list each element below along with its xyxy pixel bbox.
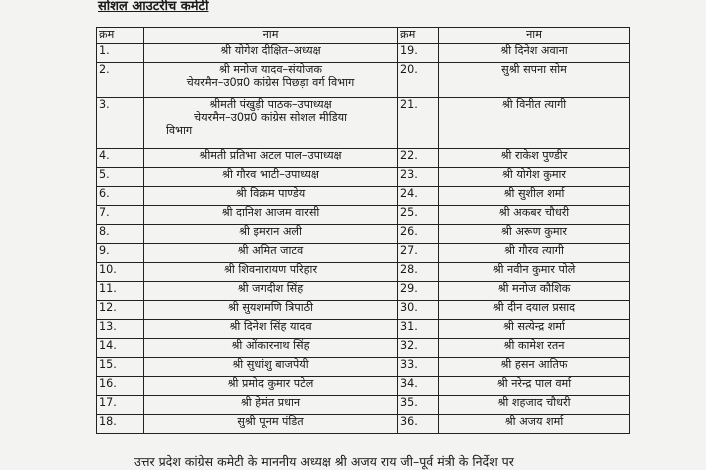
member-name-left: सुश्री पूनम पंडित xyxy=(144,415,398,434)
member-name-left: श्रीमती पंखुड़ी पाठक–उपाध्यक्ष चेयरमैन–उ0प्र0 कांग्रेस सोशल मीडिया विभाग xyxy=(144,98,398,149)
serial-left: 15. xyxy=(97,358,144,377)
member-table xyxy=(96,27,630,434)
serial-right: 20. xyxy=(398,63,439,98)
header-sn-right: क्रम xyxy=(398,28,439,44)
member-name-right: श्री शहजाद चौधरी xyxy=(439,396,630,415)
member-name-right: श्री विनीत त्यागी xyxy=(439,98,630,149)
serial-left: 16. xyxy=(97,377,144,396)
serial-left: 2. xyxy=(97,63,144,98)
serial-right: 34. xyxy=(398,377,439,396)
member-name-left: श्री प्रमोद कुमार पटेल xyxy=(144,377,398,396)
table-row xyxy=(97,187,630,206)
member-name-right: श्री दीन दयाल प्रसाद xyxy=(439,301,630,320)
committee-heading: सोशल आउटरीच कमेटी xyxy=(98,0,209,14)
serial-right: 33. xyxy=(398,358,439,377)
serial-left: 11. xyxy=(97,282,144,301)
table-header-row xyxy=(97,28,630,44)
member-name-left: श्री दिनेश सिंह यादव xyxy=(144,320,398,339)
serial-right: 30. xyxy=(398,301,439,320)
member-name-left: श्री ओंकारनाथ सिंह xyxy=(144,339,398,358)
member-name-left: श्री इमरान अली xyxy=(144,225,398,244)
serial-right: 35. xyxy=(398,396,439,415)
serial-left: 1. xyxy=(97,44,144,63)
member-name-right: श्री सुशील शर्मा xyxy=(439,187,630,206)
serial-left: 13. xyxy=(97,320,144,339)
header-name-right: नाम xyxy=(439,28,630,44)
member-name-right: श्री नरेन्द्र पाल वर्मा xyxy=(439,377,630,396)
member-name-right: श्री हसन आतिफ xyxy=(439,358,630,377)
member-name-right: श्री दिनेश अवाना xyxy=(439,44,630,63)
member-name-left: श्री दानिश आजम वारसी xyxy=(144,206,398,225)
member-name-left: श्री जगदीश सिंह xyxy=(144,282,398,301)
member-name-left: श्री योगेश दीक्षित–अध्यक्ष xyxy=(144,44,398,63)
member-name-right: श्री अकबर चौधरी xyxy=(439,206,630,225)
serial-left: 14. xyxy=(97,339,144,358)
serial-left: 9. xyxy=(97,244,144,263)
serial-left: 3. xyxy=(97,98,144,149)
header-name-left: नाम xyxy=(144,28,398,44)
table-row xyxy=(97,98,630,149)
serial-right: 27. xyxy=(398,244,439,263)
member-name-left: श्रीमती प्रतिभा अटल पाल–उपाध्यक्ष xyxy=(144,149,398,168)
member-name-left: श्री मनोज यादव–संयोजक चेयरमैन–उ0प्र0 कांग्रेस पिछड़ा वर्ग विभाग xyxy=(144,63,398,98)
serial-left: 17. xyxy=(97,396,144,415)
serial-right: 21. xyxy=(398,98,439,149)
table-row xyxy=(97,44,630,63)
serial-left: 18. xyxy=(97,415,144,434)
member-name-right: श्री मनोज कौशिक xyxy=(439,282,630,301)
member-name-left: श्री हेमंत प्रधान xyxy=(144,396,398,415)
member-name-left: श्री सुयशमणि त्रिपाठी xyxy=(144,301,398,320)
member-name-left: श्री शिवनारायण परिहार xyxy=(144,263,398,282)
serial-left: 10. xyxy=(97,263,144,282)
table-row xyxy=(97,339,630,358)
serial-right: 22. xyxy=(398,149,439,168)
table-row xyxy=(97,396,630,415)
table-row xyxy=(97,358,630,377)
serial-left: 4. xyxy=(97,149,144,168)
header-sn-left: क्रम xyxy=(97,28,144,44)
member-name-right: श्री अरूण कुमार xyxy=(439,225,630,244)
table-row xyxy=(97,282,630,301)
table-row xyxy=(97,377,630,396)
serial-right: 25. xyxy=(398,206,439,225)
serial-right: 19. xyxy=(398,44,439,63)
member-name-right: श्री अजय शर्मा xyxy=(439,415,630,434)
member-name-right: श्री गौरव त्यागी xyxy=(439,244,630,263)
member-name-left: श्री सुधांशु बाजपेयी xyxy=(144,358,398,377)
serial-left: 12. xyxy=(97,301,144,320)
serial-left: 8. xyxy=(97,225,144,244)
serial-left: 7. xyxy=(97,206,144,225)
serial-right: 31. xyxy=(398,320,439,339)
table-row xyxy=(97,244,630,263)
serial-right: 28. xyxy=(398,263,439,282)
serial-right: 36. xyxy=(398,415,439,434)
serial-left: 6. xyxy=(97,187,144,206)
table-row xyxy=(97,206,630,225)
table-row xyxy=(97,320,630,339)
serial-left: 5. xyxy=(97,168,144,187)
member-name-right: श्री कामेश रतन xyxy=(439,339,630,358)
table-row xyxy=(97,415,630,434)
footer-paragraph: उत्तर प्रदेश कांग्रेस कमेटी के माननीय अध्यक्ष श्री अजय राय जी–पूर्व मंत्री के निर्देश पर xyxy=(134,454,514,469)
member-name-left: श्री विक्रम पाण्डेय xyxy=(144,187,398,206)
serial-right: 24. xyxy=(398,187,439,206)
serial-right: 23. xyxy=(398,168,439,187)
member-name-right: श्री नवीन कुमार पोले xyxy=(439,263,630,282)
member-name-left: श्री गौरव भाटी–उपाध्यक्ष xyxy=(144,168,398,187)
table-row xyxy=(97,168,630,187)
serial-right: 26. xyxy=(398,225,439,244)
table-row xyxy=(97,225,630,244)
serial-right: 32. xyxy=(398,339,439,358)
table-row xyxy=(97,149,630,168)
member-name-right: श्री सत्येन्द्र शर्मा xyxy=(439,320,630,339)
member-name-left: श्री अमित जाटव xyxy=(144,244,398,263)
member-name-right: श्री राकेश पुण्डीर xyxy=(439,149,630,168)
table-row xyxy=(97,63,630,98)
member-name-right: सुश्री सपना सोम xyxy=(439,63,630,98)
table-row xyxy=(97,263,630,282)
serial-right: 29. xyxy=(398,282,439,301)
member-name-right: श्री योगेश कुमार xyxy=(439,168,630,187)
table-row xyxy=(97,301,630,320)
